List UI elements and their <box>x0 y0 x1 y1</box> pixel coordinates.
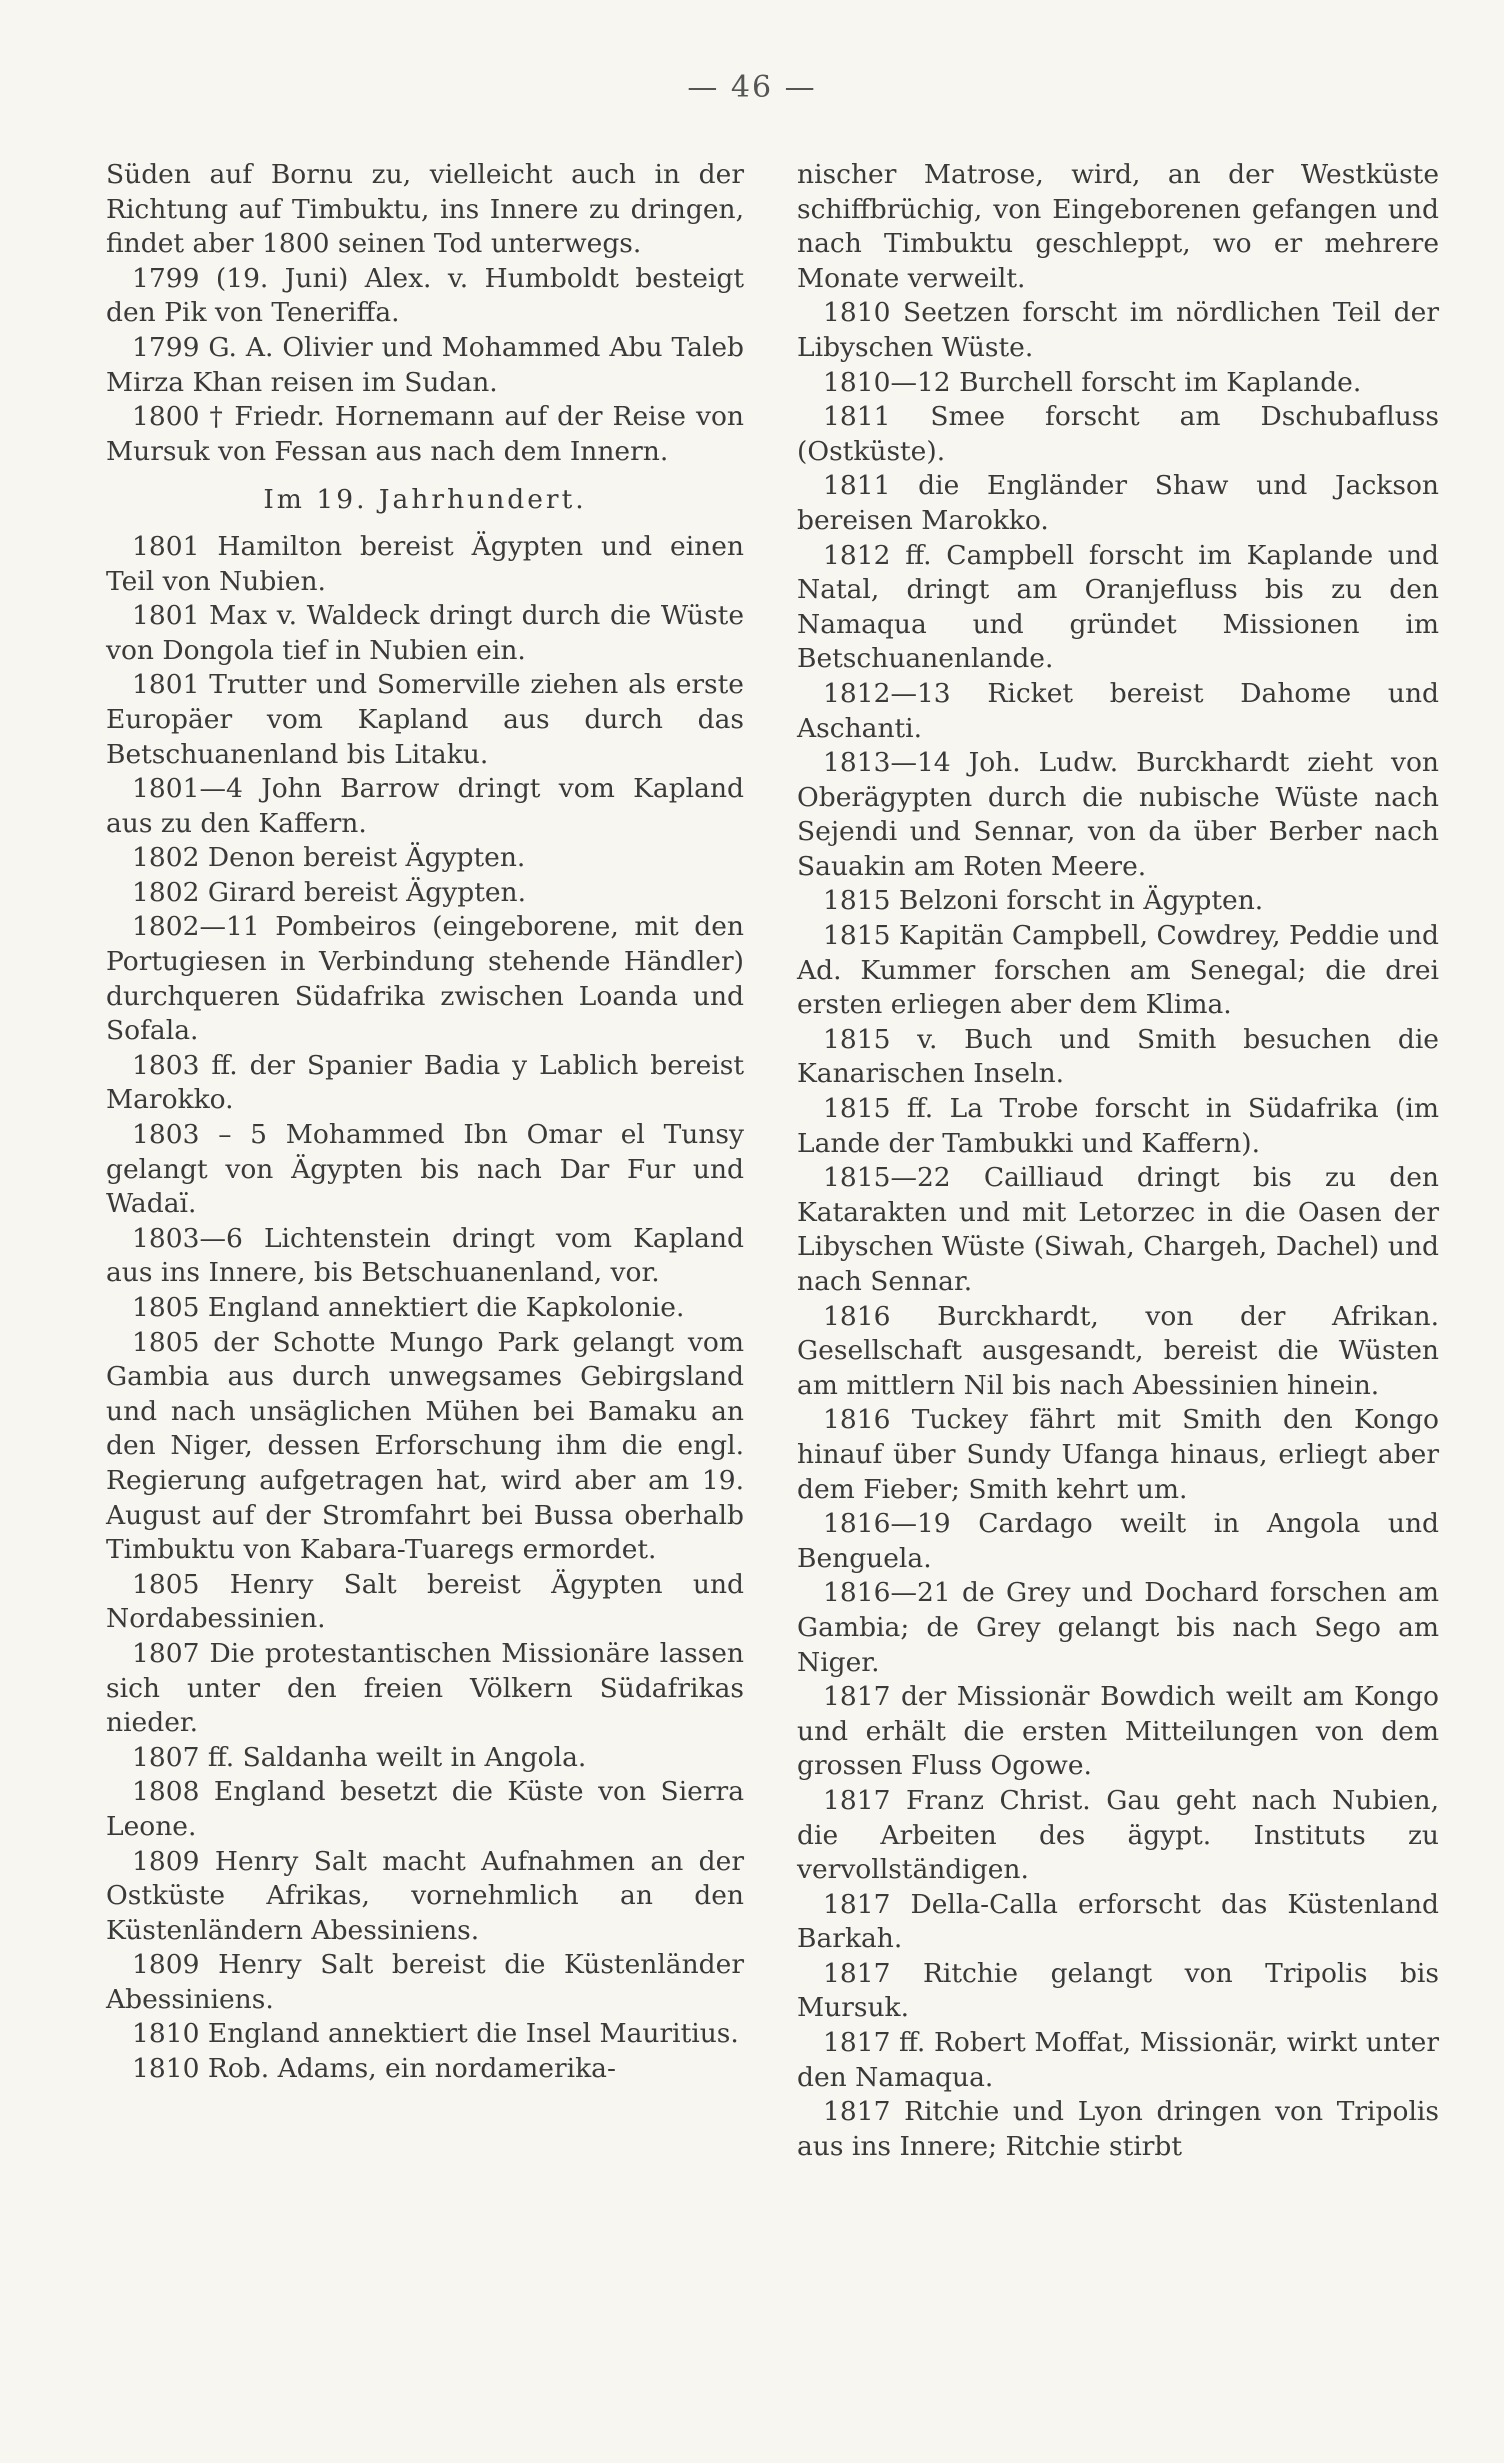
chronology-entry: 1809 Henry Salt macht Aufnahmen an der Ostküste Afrikas, vornehmlich an den Küstenländern Abessiniens. <box>106 1845 744 1946</box>
chronology-entry: 1807 Die protestantischen Missionäre lassen sich unter den freien Völkern Südafrikas nieder. <box>106 1637 744 1739</box>
chronology-entry: 1799 (19. Juni) Alex. v. Humboldt besteigt den Pik von Teneriffa. <box>106 262 744 329</box>
chronology-entry: 1800 † Friedr. Hornemann auf der Reise von Mursuk von Fessan aus nach dem Innern. <box>106 401 744 467</box>
chronology-entry: 1817 Franz Christ. Gau geht nach Nubien, die Arbeiten des ägypt. Instituts zu vervollständigen. <box>797 1784 1439 1886</box>
continuation-paragraph: nischer Matrose, wird, an der Westküste schiffbrüchig, von Eingeborenen gefangen und nach Timbuktu geschleppt, wo er mehrere Monate verweilt. <box>797 159 1439 294</box>
chronology-entry: 1799 G. A. Olivier und Mohammed Abu Taleb Mirza Khan reisen im Sudan. <box>106 331 744 398</box>
chronology-entry: 1817 Della-Calla erforscht das Küstenland Barkah. <box>797 1888 1439 1955</box>
chronology-entry: 1816 Tuckey fährt mit Smith den Kongo hinauf über Sundy Ufanga hinaus, erliegt aber dem Fieber; Smith kehrt um. <box>797 1404 1439 1505</box>
page-number: — 46 — <box>687 70 817 105</box>
chronology-entry: 1810 Rob. Adams, ein nordamerika- <box>132 2053 616 2085</box>
left-entries-before <box>106 158 744 469</box>
chronology-entry: 1805 England annektiert die Kapkolonie. <box>132 1292 685 1323</box>
chronology-entry: 1801 Trutter und Somerville ziehen als erste Europäer vom Kapland aus durch das Betschuanenland bis Litaku. <box>106 669 744 770</box>
left-column <box>106 158 744 2087</box>
chronology-entry: 1811 Smee forscht am Dschubafluss (Ostküste). <box>797 401 1439 467</box>
chronology-entry: 1815 ff. La Trobe forscht in Südafrika (im Lande der Tambukki und Kaffern). <box>797 1093 1439 1159</box>
chronology-entry: 1812 ff. Campbell forscht im Kaplande und Natal, dringt am Oranjefluss bis zu den Namaqua und gründet Missionen im Betschuanenlande. <box>797 539 1439 675</box>
chronology-entry: 1816—21 de Grey und Dochard forschen am Gambia; de Grey gelangt bis nach Sego am Niger. <box>797 1577 1439 1678</box>
chronology-entry: 1810 England annektiert die Insel Mauritius. <box>132 2018 739 2050</box>
chronology-entry: 1809 Henry Salt bereist die Küstenländer Abessiniens. <box>106 1949 744 2015</box>
chronology-entry: 1805 der Schotte Mungo Park gelangt vom Gambia aus durch unwegsames Gebirgsland und nach unsäglichen Mühen bei Bamaku an den Niger, dessen Erforschung ihm die engl. Regierung aufgetragen hat, wird aber am 19. August auf der Stromfahrt bei Bussa oberhalb Timbuktu von Kabara-Tuaregs ermordet. <box>106 1326 744 1566</box>
chronology-entry: 1817 der Missionär Bowdich weilt am Kongo und erhält die ersten Mitteilungen von dem grossen Fluss Ogowe. <box>797 1681 1439 1782</box>
right-entries <box>797 296 1439 2164</box>
chronology-entry: 1805 Henry Salt bereist Ägypten und Nordabessinien. <box>106 1568 744 1635</box>
chronology-entry: 1815 v. Buch und Smith besuchen die Kanarischen Inseln. <box>797 1023 1439 1090</box>
right-column <box>797 158 1439 2164</box>
chronology-entry: 1817 Ritchie gelangt von Tripolis bis Mursuk. <box>797 1957 1439 2024</box>
chronology-entry: 1815 Belzoni forscht in Ägypten. <box>823 885 1264 917</box>
chronology-entry: 1811 die Engländer Shaw und Jackson bereisen Marokko. <box>797 470 1439 536</box>
chronology-entry: 1810—12 Burchell forscht im Kaplande. <box>823 366 1362 398</box>
chronology-entry: 1812—13 Ricket bereist Dahome und Aschanti. <box>797 677 1439 744</box>
chronology-entry: 1803 – 5 Mohammed Ibn Omar el Tunsy gelangt von Ägypten bis nach Dar Fur und Wadaï. <box>106 1119 744 1220</box>
chronology-entry: 1815 Kapitän Campbell, Cowdrey, Peddie und Ad. Kummer forschen am Senegal; die drei ersten erliegen aber dem Klima. <box>797 920 1439 1021</box>
chronology-entry: 1802 Denon bereist Ägypten. <box>132 842 526 874</box>
chronology-entry: 1802—11 Pombeiros (eingeborene, mit den Portugiesen in Verbindung stehende Händler) durchqueren Südafrika zwischen Loanda und Sofala. <box>106 911 744 1047</box>
chronology-entry: 1803—6 Lichtenstein dringt vom Kapland aus ins Innere, bis Betschuanenland, vor. <box>106 1222 744 1289</box>
chronology-entry: 1808 England besetzt die Küste von Sierra Leone. <box>106 1776 744 1842</box>
chronology-entry: 1801—4 John Barrow dringt vom Kapland aus zu den Kaffern. <box>106 773 744 839</box>
chronology-entry: 1802 Girard bereist Ägypten. <box>132 876 527 908</box>
section-heading: Im 19. Jahrhundert. <box>263 484 587 516</box>
chronology-entry: 1801 Hamilton bereist Ägypten und einen Teil von Nubien. <box>106 530 744 597</box>
left-entries-after <box>106 530 744 2087</box>
chronology-entry: 1815—22 Cailliaud dringt bis zu den Katarakten und mit Letorzec in die Oasen der Libyschen Wüste (Siwah, Chargeh, Dachel) und nach Sennar. <box>797 1162 1439 1297</box>
chronology-entry: Süden auf Bornu zu, vielleicht auch in der Richtung auf Timbuktu, ins Innere zu dringen, findet aber 1800 seinen Tod unterwegs. <box>106 159 744 260</box>
chronology-entry: 1816—19 Cardago weilt in Angola und Benguela. <box>797 1508 1439 1574</box>
chronology-entry: 1817 ff. Robert Moffat, Missionär, wirkt unter den Namaqua. <box>797 2027 1439 2093</box>
chronology-entry: 1817 Ritchie und Lyon dringen von Tripolis aus ins Innere; Ritchie stirbt <box>797 2096 1439 2162</box>
chronology-entry: 1803 ff. der Spanier Badia y Lablich bereist Marokko. <box>106 1049 744 1116</box>
chronology-entry: 1807 ff. Saldanha weilt in Angola. <box>132 1741 587 1773</box>
chronology-entry: 1801 Max v. Waldeck dringt durch die Wüste von Dongola tief in Nubien ein. <box>106 600 744 666</box>
chronology-entry: 1810 Seetzen forscht im nördlichen Teil der Libyschen Wüste. <box>797 297 1439 363</box>
chronology-entry: 1816 Burckhardt, von der Afrikan. Gesellschaft ausgesandt, bereist die Wüsten am mittlern Nil bis nach Abessinien hinein. <box>797 1300 1439 1401</box>
chronology-entry: 1813—14 Joh. Ludw. Burckhardt zieht von Oberägypten durch die nubische Wüste nach Sejendi und Sennar, von da über Berber nach Sauakin am Roten Meere. <box>797 747 1439 882</box>
